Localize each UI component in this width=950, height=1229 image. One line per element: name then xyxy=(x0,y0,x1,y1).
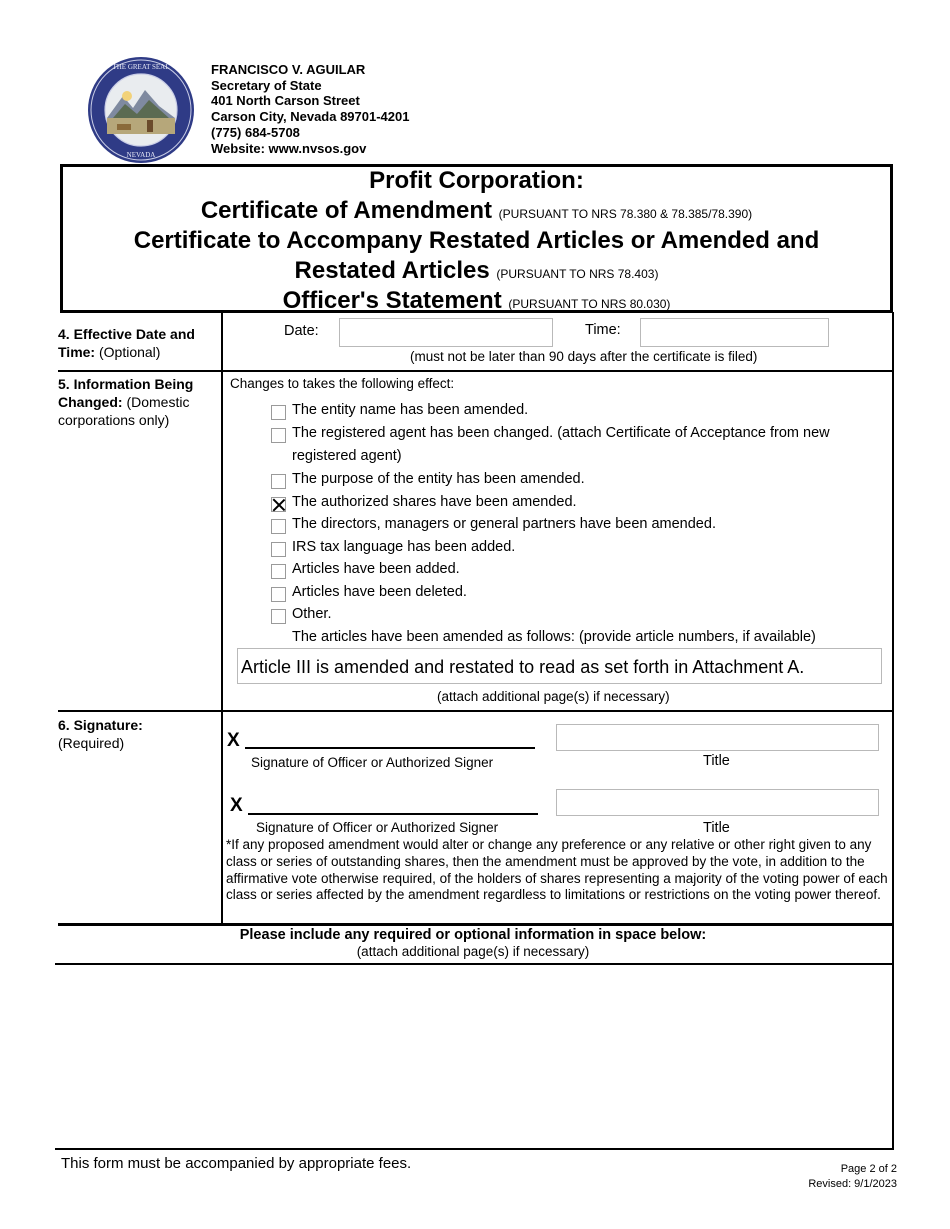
time-input[interactable] xyxy=(640,318,829,347)
page-number: Page 2 of 2 xyxy=(840,1163,897,1175)
checkbox-registered-agent[interactable] xyxy=(271,428,286,443)
additional-info-area[interactable] xyxy=(58,966,891,1146)
title-line-4: Restated Articles (PURSUANT TO NRS 78.403) xyxy=(294,257,659,284)
attach-note-5: (attach additional page(s) if necessary) xyxy=(437,689,670,704)
checkbox-articles-added[interactable] xyxy=(271,564,286,579)
signer-caption-1: Signature of Officer or Authorized Signer xyxy=(251,755,494,770)
column-divider xyxy=(221,312,223,923)
checkbox-articles-deleted[interactable] xyxy=(271,587,286,602)
amendment-text-field[interactable]: Article III is amended and restated to read as set forth in Attachment A. xyxy=(237,648,882,684)
additional-info-note: (attach additional page(s) if necessary) xyxy=(356,944,590,959)
option-registered-agent[interactable]: The registered agent has been changed. (attach Certificate of Acceptance from new registered agent) xyxy=(271,422,881,467)
option-articles-deleted[interactable]: Articles have been deleted. xyxy=(271,581,467,604)
row-divider-4 xyxy=(58,370,893,372)
checkbox-other[interactable] xyxy=(271,609,286,624)
amendment-footnote: *If any proposed amendment would alter or change any preference or any relative or other right given to any class or series of outstanding shares, then the amendment must be approved by the vote, in addition to the affirmative vote otherwise required, of the holders of shares representing a majority of the voting power of each class or series affected by the amendment regardless to limitations or restrictions on the voting power thereof. xyxy=(226,837,888,903)
svg-text:NEVADA: NEVADA xyxy=(126,151,156,159)
signature-line-2[interactable] xyxy=(248,813,538,815)
option-articles-added[interactable]: Articles have been added. xyxy=(271,558,460,581)
option-other[interactable]: Other. xyxy=(271,603,332,626)
secretary-name: FRANCISCO V. AGUILAR xyxy=(211,62,366,77)
option-authorized-shares[interactable]: The authorized shares have been amended. xyxy=(271,491,577,514)
section-4-label: 4. Effective Date and Time: (Optional) xyxy=(58,326,195,360)
option-purpose[interactable]: The purpose of the entity has been amended. xyxy=(271,468,585,491)
option-irs-tax[interactable]: IRS tax language has been added. xyxy=(271,536,515,559)
office-street: 401 North Carson Street xyxy=(211,93,360,109)
option-entity-name[interactable]: The entity name has been amended. xyxy=(271,399,528,422)
title-line-1: Profit Corporation: xyxy=(369,167,584,194)
checkbox-purpose[interactable] xyxy=(271,474,286,489)
nevada-state-seal xyxy=(87,56,195,164)
checkbox-irs-tax[interactable] xyxy=(271,542,286,557)
additional-info-heading: Please include any required or optional information in space below: xyxy=(239,927,707,943)
title-line-3: Certificate to Accompany Restated Articles or Amended and xyxy=(133,227,820,254)
office-address xyxy=(211,62,409,156)
row-divider-6 xyxy=(58,923,894,926)
signature-x-1: X xyxy=(227,730,240,751)
amended-as-follows-label: The articles have been amended as follows: (provide article numbers, if available) xyxy=(292,629,816,645)
checkbox-entity-name[interactable] xyxy=(271,405,286,420)
row-divider-additional xyxy=(55,963,893,965)
title-line-5: Officer's Statement (PURSUANT TO NRS 80.030) xyxy=(282,287,671,314)
row-divider-5 xyxy=(58,710,893,712)
date-label: Date: xyxy=(284,323,319,339)
svg-text:THE GREAT SEAL: THE GREAT SEAL xyxy=(112,63,170,71)
title-input-1[interactable] xyxy=(556,724,879,751)
section-5-label: 5. Information Being Changed: (Domestic corporations only) xyxy=(58,376,194,428)
fees-notice: This form must be accompanied by appropriate fees. xyxy=(61,1155,412,1172)
title-line-2: Certificate of Amendment (PURSUANT TO NRS 78.380 & 78.385/78.390) xyxy=(200,197,753,224)
option-directors[interactable]: The directors, managers or general partners have been amended. xyxy=(271,513,716,536)
page-info xyxy=(808,1162,897,1192)
title-caption-1: Title xyxy=(703,753,730,769)
changes-intro: Changes to takes the following effect: xyxy=(230,376,455,391)
office-website: Website: www.nvsos.gov xyxy=(211,140,367,156)
time-label: Time: xyxy=(585,322,621,338)
signature-x-2: X xyxy=(230,795,243,816)
form-title-box xyxy=(60,164,893,313)
right-border xyxy=(892,312,894,1150)
checkbox-authorized-shares-checked[interactable] xyxy=(271,497,286,512)
revision-date: Revised: 9/1/2023 xyxy=(808,1178,897,1190)
signer-caption-2: Signature of Officer or Authorized Signer xyxy=(256,820,499,835)
office-city: Carson City, Nevada 89701-4201 xyxy=(211,109,410,125)
office-phone: (775) 684-5708 xyxy=(211,124,300,140)
date-time-note: (must not be later than 90 days after the certificate is filed) xyxy=(410,349,758,364)
title-input-2[interactable] xyxy=(556,789,879,816)
bottom-border xyxy=(55,1148,893,1150)
office-title: Secretary of State xyxy=(211,77,322,93)
title-caption-2: Title xyxy=(703,820,730,836)
date-input[interactable] xyxy=(339,318,553,347)
checkbox-directors[interactable] xyxy=(271,519,286,534)
signature-line-1[interactable] xyxy=(245,747,535,749)
section-6-label: 6. Signature: (Required) xyxy=(58,717,143,751)
